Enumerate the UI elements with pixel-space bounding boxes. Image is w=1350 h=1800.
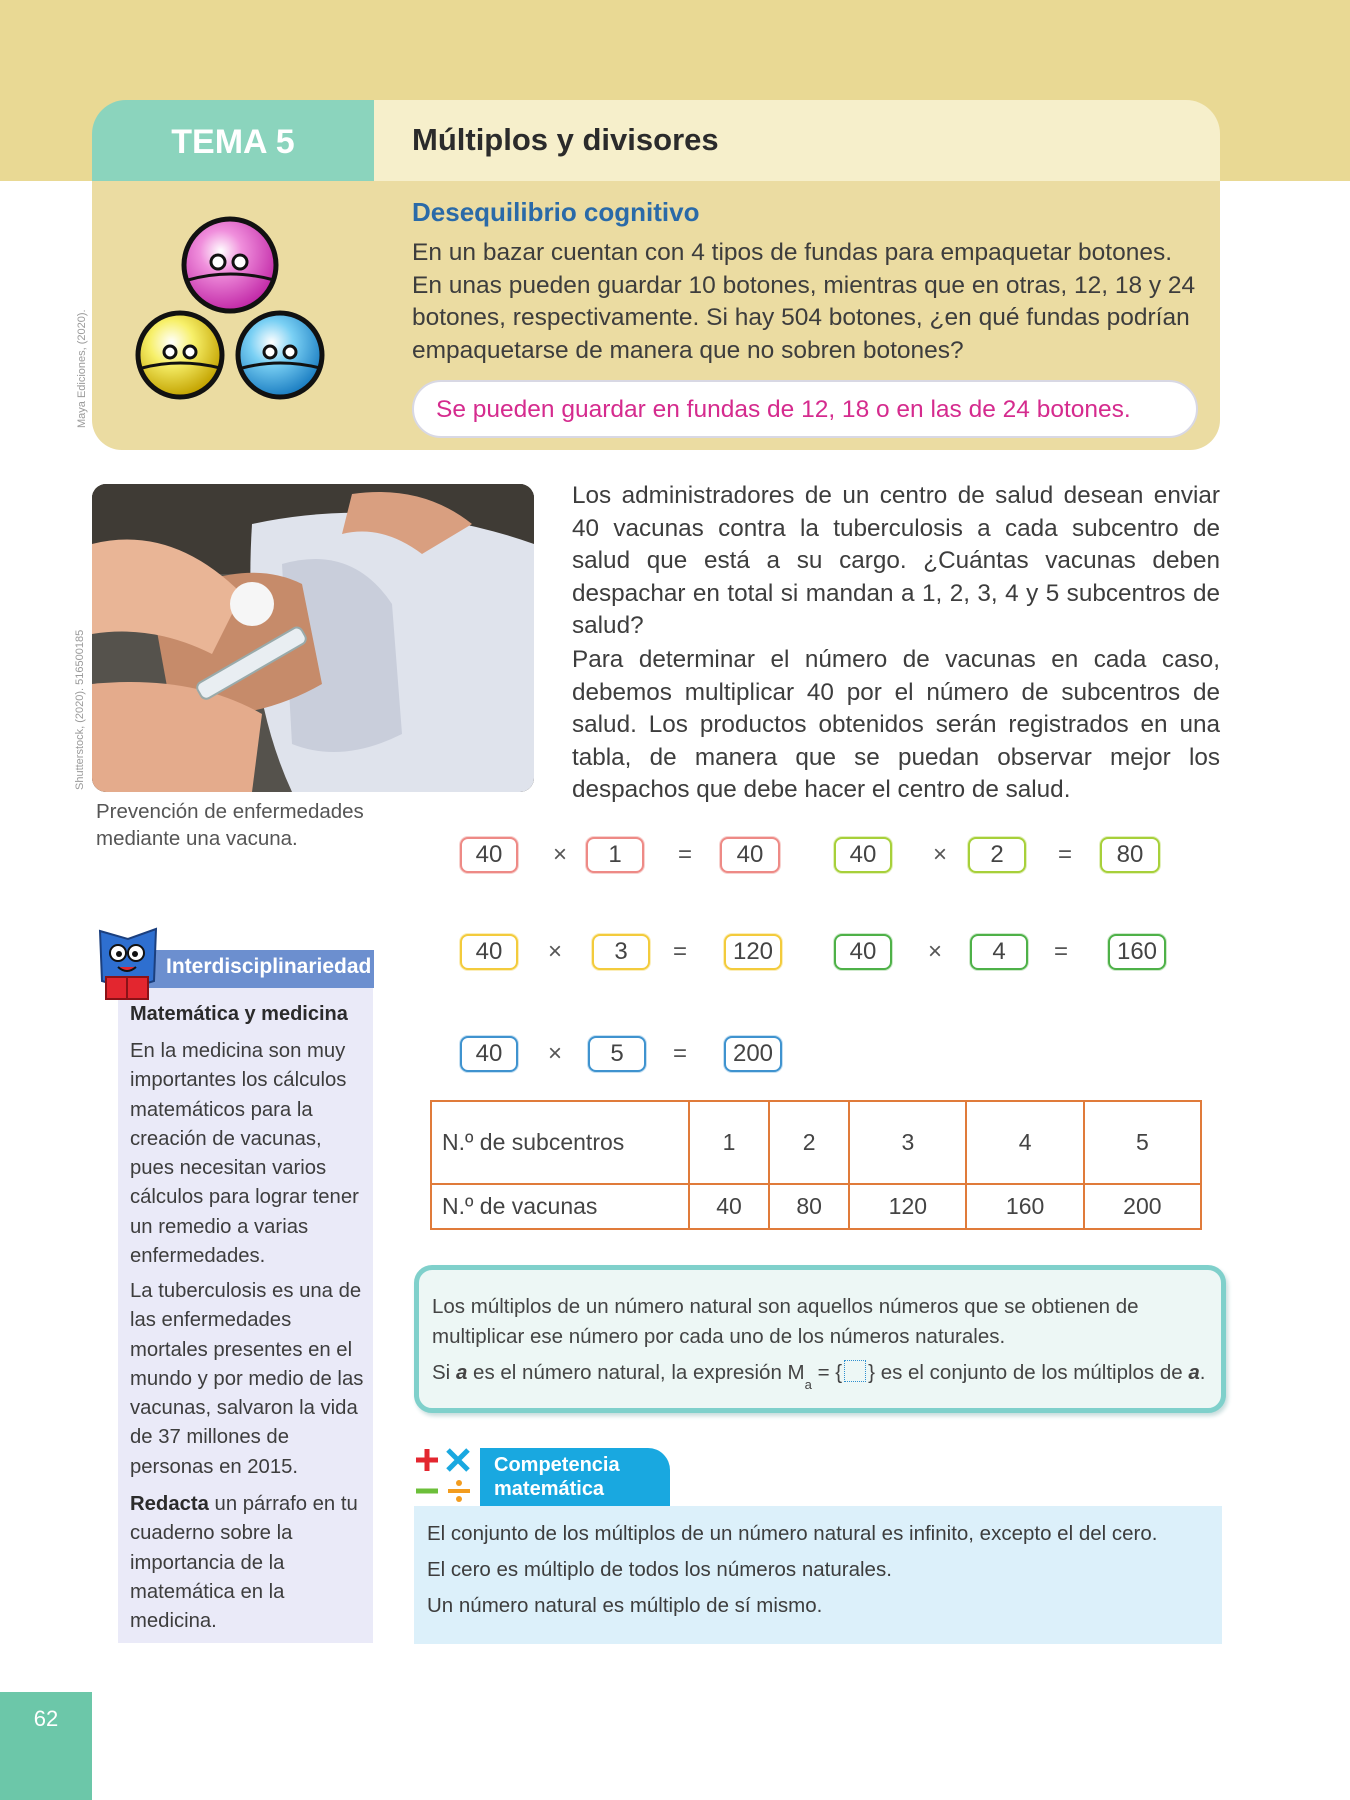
factor-b-box: 4 bbox=[970, 934, 1028, 970]
table-cell: 3 bbox=[849, 1101, 966, 1184]
sidebar-p3-bold: Redacta bbox=[130, 1493, 209, 1515]
table-cell: 5 bbox=[1084, 1101, 1201, 1184]
desequilibrio-body: En un bazar cuentan con 4 tipos de fundas para empaquetar botones. En unas pueden guardar 10 botones, mientras que en otras, 12, 18 y 24 botones, respectivamente. Si hay 504 botones, ¿en qué fundas podrían empaquetarse de manera que no sobren botones? bbox=[412, 239, 1196, 364]
sidebar-heading: Matemática y medicina bbox=[130, 1003, 348, 1025]
result-box: 200 bbox=[724, 1036, 782, 1072]
definition-line-1: Los múltiplos de un número natural son aquellos números que se obtienen de bbox=[432, 1295, 1139, 1318]
row-header: N.º de subcentros bbox=[431, 1101, 689, 1184]
def-var: a bbox=[455, 1361, 468, 1384]
def-pre: Si bbox=[432, 1361, 451, 1384]
equals-sign: = bbox=[672, 938, 687, 965]
def-post: es el conjunto de los múltiplos de bbox=[880, 1361, 1183, 1384]
row-header: N.º de vacunas bbox=[431, 1184, 689, 1229]
yellow-button-icon bbox=[138, 313, 222, 397]
table-row bbox=[431, 1101, 1201, 1184]
sidebar-paragraph-1: En la medicina son muy importantes los cálculos matemáticos para la creación de vacunas, pues necesitan varios cálculos para lograr tener un remedio a varias enfermedades. bbox=[130, 1040, 359, 1268]
competencia-item: El conjunto de los múltiplos de un número natural es infinito, excepto el del cero. bbox=[427, 1522, 1158, 1545]
tema-label: TEMA 5 bbox=[171, 123, 295, 161]
table-cell: 2 bbox=[769, 1101, 849, 1184]
math-operators-icon bbox=[412, 1446, 480, 1508]
page-number: 62 bbox=[33, 1706, 59, 1731]
method-paragraph: Para determinar el número de vacunas en cada caso, debemos multiplicar 40 por el número de subcentros de salud. Los productos obtenidos serán registrados en una tabla, de manera que se puedan observar mejor los despachos que debe hacer el centro de salud. bbox=[572, 646, 1220, 803]
table-cell: 160 bbox=[966, 1184, 1083, 1229]
result-box: 80 bbox=[1100, 837, 1160, 873]
equals-sign: = bbox=[672, 1040, 687, 1067]
table-cell: 1 bbox=[689, 1101, 769, 1184]
blank-set-icon bbox=[844, 1360, 866, 1382]
equals-sign: = bbox=[677, 841, 692, 868]
def-end: . bbox=[1199, 1361, 1206, 1384]
times-sign: × bbox=[927, 938, 942, 965]
factor-b-box: 3 bbox=[592, 934, 650, 970]
problem-paragraph: Los administradores de un centro de salud desean enviar 40 vacunas contra la tuberculosis a cada subcentro de salud que está a su cargo. ¿Cuántas vacunas deben despachar en total si mandan a 1, 2, 3, 4 y 5 subcentros de salud? bbox=[572, 482, 1220, 639]
sidebar-p3-rest: un párrafo en tu cuaderno sobre la importancia de la matemática en la medicina. bbox=[130, 1493, 358, 1633]
competencia-item: Un número natural es múltiplo de sí mismo. bbox=[427, 1594, 823, 1617]
def-var2: a bbox=[1188, 1361, 1200, 1384]
factor-b-box: 1 bbox=[586, 837, 644, 873]
factor-a-box: 40 bbox=[460, 934, 518, 970]
table-cell: 80 bbox=[769, 1184, 849, 1229]
times-sign: × bbox=[932, 841, 947, 868]
competencia-title: Competencia matemática bbox=[494, 1454, 620, 1500]
vaccines-table bbox=[430, 1100, 1202, 1230]
times-sign: × bbox=[547, 938, 562, 965]
factor-a-box: 40 bbox=[460, 837, 518, 873]
vaccine-photo-illustration bbox=[92, 484, 534, 792]
times-sign: × bbox=[547, 1040, 562, 1067]
blue-button-icon bbox=[238, 313, 322, 397]
factor-a-box: 40 bbox=[460, 1036, 518, 1072]
factor-b-box: 2 bbox=[968, 837, 1026, 873]
desequilibrio-heading: Desequilibrio cognitivo bbox=[412, 197, 700, 227]
book-character-icon bbox=[92, 925, 164, 1005]
factor-b-box: 5 bbox=[588, 1036, 646, 1072]
factor-a-box: 40 bbox=[834, 837, 892, 873]
table-row bbox=[431, 1184, 1201, 1229]
answer-text: Se pueden guardar en fundas de 12, 18 o en las de 24 botones. bbox=[436, 396, 1131, 423]
result-box: 120 bbox=[724, 934, 782, 970]
vaccine-photo bbox=[92, 484, 534, 792]
def-mid: es el número natural, la expresión M bbox=[473, 1361, 805, 1384]
header-card bbox=[92, 100, 1220, 450]
table-cell: 4 bbox=[966, 1101, 1083, 1184]
definition-line-3 bbox=[432, 1360, 1206, 1392]
table-cell: 40 bbox=[689, 1184, 769, 1229]
def-eq: = bbox=[817, 1361, 830, 1384]
credit-buttons: Maya Ediciones, (2020). bbox=[76, 309, 88, 428]
pink-button-icon bbox=[184, 219, 276, 311]
definition-line-2: multiplicar ese número por cada uno de los números naturales. bbox=[432, 1325, 1006, 1348]
table-cell: 120 bbox=[849, 1184, 966, 1229]
def-sub: a bbox=[804, 1377, 812, 1392]
table-cell: 200 bbox=[1084, 1184, 1201, 1229]
result-box: 40 bbox=[720, 837, 780, 873]
factor-a-box: 40 bbox=[834, 934, 892, 970]
interdisciplinariedad-label: Interdisciplinariedad bbox=[166, 955, 372, 978]
competencia-item: El cero es múltiplo de todos los números naturales. bbox=[427, 1558, 892, 1581]
photo-caption: Prevención de enfermedades mediante una vacuna. bbox=[96, 800, 364, 850]
answer-box bbox=[412, 380, 1198, 438]
page-title: Múltiplos y divisores bbox=[412, 122, 719, 157]
sidebar-paragraph-2: La tuberculosis es una de las enfermedades mortales presentes en el mundo y por medio de las vacunas, salvaron la vida de 37 millones de personas en 2015. bbox=[130, 1280, 364, 1478]
equals-sign: = bbox=[1057, 841, 1072, 868]
set-brackets-icon: { } bbox=[835, 1361, 875, 1384]
times-sign: × bbox=[552, 841, 567, 868]
result-box: 160 bbox=[1108, 934, 1166, 970]
equals-sign: = bbox=[1053, 938, 1068, 965]
sidebar-paragraph-3 bbox=[130, 1490, 370, 1636]
credit-photo: Shutterstock, (2020). 516500185 bbox=[74, 629, 86, 790]
buttons-illustration bbox=[134, 210, 334, 410]
